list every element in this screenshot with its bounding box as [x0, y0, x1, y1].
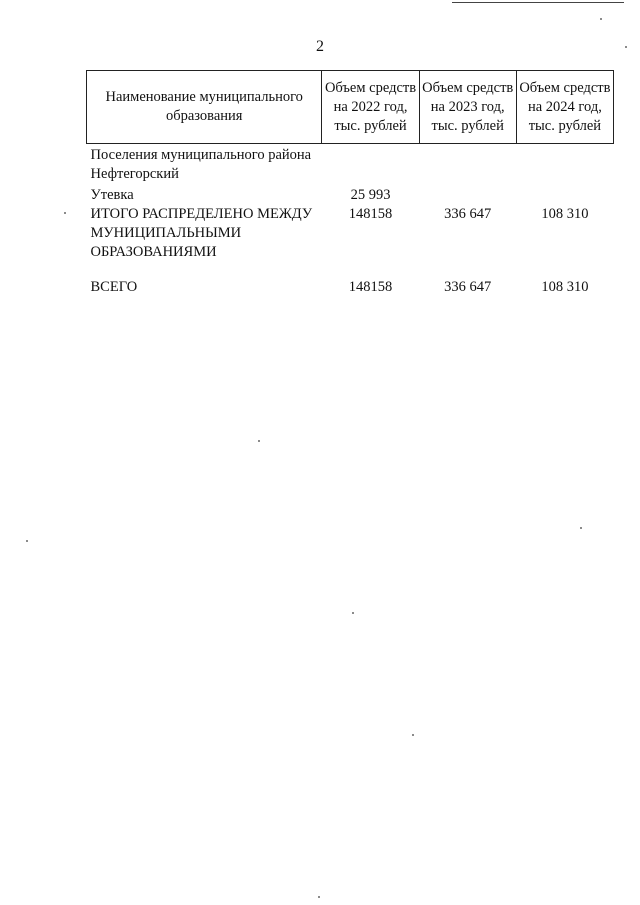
row-name: ВСЕГО — [90, 279, 138, 295]
group-label: Поселения муниципального района Нефтегорский — [90, 147, 312, 182]
table-row — [87, 278, 614, 297]
scan-speck — [352, 612, 354, 614]
scan-speck — [625, 46, 627, 48]
row-value-2023: 336 647 — [444, 206, 492, 222]
table-row — [87, 205, 614, 262]
header-name: Наименование муниципального образования — [87, 71, 322, 144]
table-row — [87, 184, 614, 205]
row-value-2022: 148158 — [348, 279, 393, 295]
header-2022: Объем средств на 2022 год, тыс. рублей — [322, 71, 419, 144]
top-edge-line — [452, 2, 624, 3]
row-value-2024: 108 310 — [541, 206, 589, 222]
row-value-2023: 336 647 — [444, 279, 492, 295]
scan-speck — [64, 212, 66, 214]
budget-distribution-table — [86, 70, 614, 297]
scan-speck — [600, 18, 602, 20]
row-value-2023 — [419, 184, 516, 205]
scan-speck — [318, 896, 320, 898]
table-header-row — [87, 71, 614, 144]
header-2023: Объем средств на 2023 год, тыс. рублей — [419, 71, 516, 144]
row-value-2022: 25 993 — [350, 187, 391, 203]
row-name: Утевка — [90, 187, 134, 203]
row-value-2022: 148158 — [348, 206, 393, 222]
group-label-row — [87, 144, 614, 185]
scan-speck — [258, 440, 260, 442]
scan-speck — [26, 540, 28, 542]
header-2024: Объем средств на 2024 год, тыс. рублей — [516, 71, 613, 144]
row-name: ИТОГО РАСПРЕДЕЛЕНО МЕЖДУ МУНИЦИПАЛЬНЫМИ ОБРАЗОВАНИЯМИ — [90, 206, 313, 260]
row-value-2024: 108 310 — [541, 279, 589, 295]
scan-speck — [412, 734, 414, 736]
page-number: 2 — [316, 38, 324, 55]
row-value-2024 — [516, 184, 613, 205]
scan-speck — [580, 527, 582, 529]
